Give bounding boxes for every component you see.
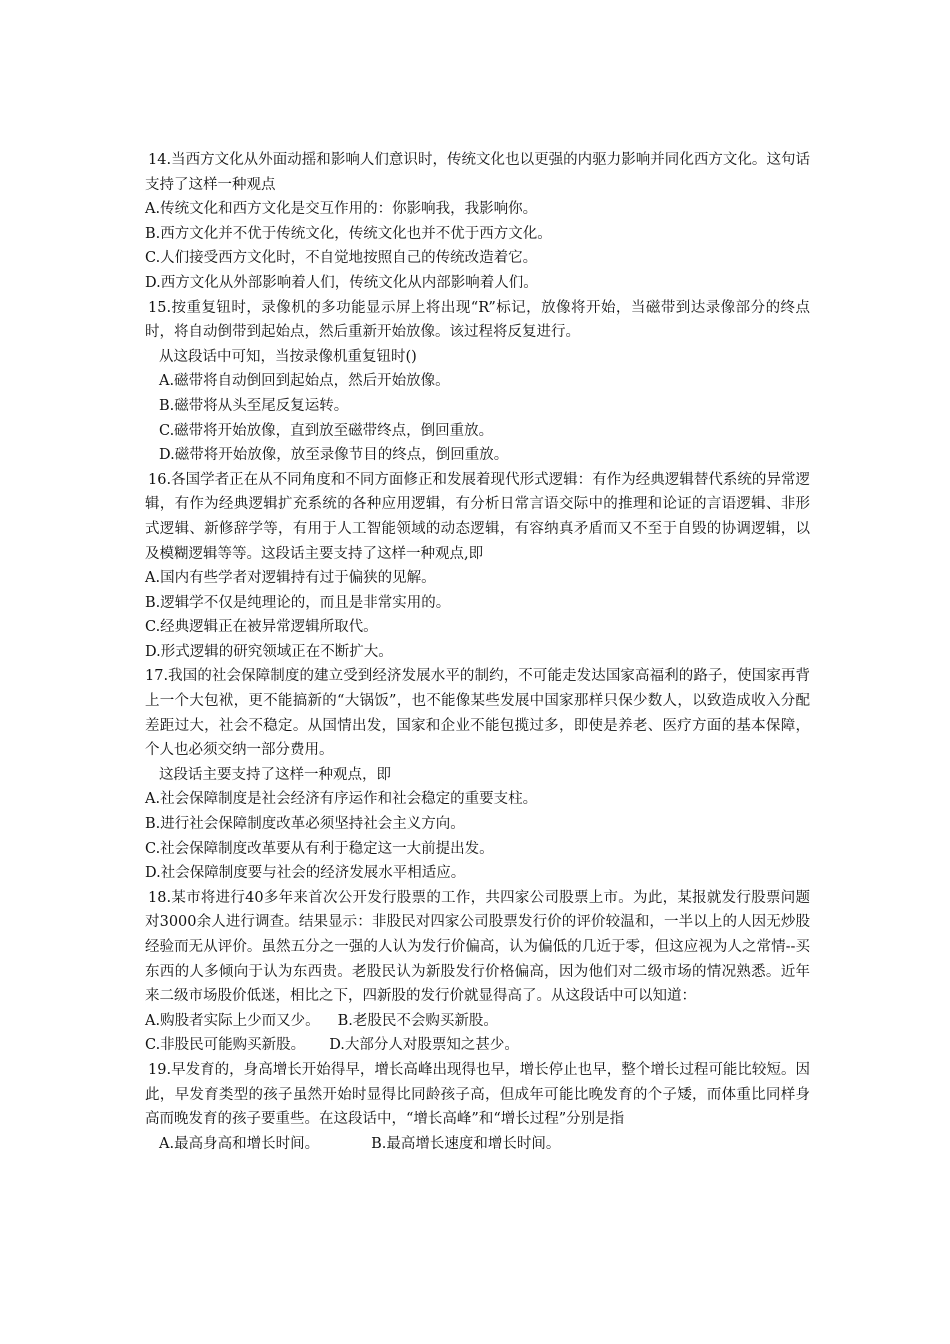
question-stem: 15.按重复钮时，录像机的多功能显示屏上将出现“R”标记，放像将开始，当磁带到达录像部分的终点时，将自动倒带到起始点，然后重新开始放像。该过程将反复进行。 (145, 299, 810, 341)
option-c: C.非股民可能购买新股。 (145, 1037, 306, 1054)
option-a: A.传统文化和西方文化是交互作用的：你影响我，我影响你。 (145, 201, 538, 218)
option-a: A.社会保障制度是社会经济有序运作和社会稳定的重要支柱。 (145, 791, 538, 808)
option-c: C.社会保障制度改革要从有利于稳定这一大前提出发。 (145, 840, 494, 857)
option-d: D.社会保障制度要与社会的经济发展水平相适应。 (145, 865, 466, 882)
option-b: B.老股民不会购买新股。 (337, 1012, 498, 1029)
option-c: C.人们接受西方文化时，不自觉地按照自己的传统改造着它。 (145, 250, 538, 267)
option-a: A.购股者实际上少而又少。 (145, 1012, 320, 1029)
option-d: D.西方文化从外部影响着人们，传统文化从内部影响着人们。 (145, 274, 538, 291)
question-prompt: 这段话主要支持了这样一种观点，即 (159, 766, 391, 783)
option-row (145, 1009, 810, 1034)
option-d: D.磁带将开始放像，放至录像节目的终点，倒回重放。 (159, 447, 509, 464)
option-row (145, 1033, 810, 1058)
option-b: B.磁带将从头至尾反复运转。 (159, 397, 349, 414)
question-14 (145, 148, 810, 296)
question-stem: 14.当西方文化从外面动摇和影响人们意识时，传统文化也以更强的内驱力影响并同化西方文化。这句话支持了这样一种观点 (145, 152, 810, 193)
option-a: A.国内有些学者对逻辑持有过于偏狭的见解。 (145, 570, 436, 587)
question-list (145, 148, 810, 1156)
option-a: A.磁带将自动倒回到起始点，然后开始放像。 (159, 373, 450, 390)
option-d: D.大部分人对股票知之甚少。 (329, 1037, 519, 1054)
option-a: A.最高身高和增长时间。 (159, 1135, 320, 1152)
question-15 (145, 296, 810, 468)
question-19 (145, 1058, 810, 1156)
option-b: B.进行社会保障制度改革必须坚持社会主义方向。 (145, 816, 465, 833)
question-17 (145, 664, 810, 885)
question-stem: 17.我国的社会保障制度的建立受到经济发展水平的制约，不可能走发达国家高福利的路子，使国家再背上一个大包袱，更不能搞新的“大锅饭”，也不能像某些发展中国家那样只保少数人，以致造成收入分配差距过大，社会不稳定。从国情出发，国家和企业不能包揽过多，即使是养老、医疗方面的基本保障，个人也必须交纳一部分费用。 (145, 668, 810, 759)
option-row (145, 1132, 810, 1157)
question-prompt: 从这段话中可知，当按录像机重复钮时() (159, 348, 417, 365)
option-c: C.经典逻辑正在被异常逻辑所取代。 (145, 619, 378, 636)
option-b: B.最高增长速度和增长时间。 (371, 1135, 561, 1152)
question-stem: 18.某市将进行40多年来首次公开发行股票的工作，共四家公司股票上市。为此，某报就发行股票问题对3000余人进行调查。结果显示：非股民对四家公司股票发行价的评价较温和，一半以上的人因无炒股经验而无从评价。虽然五分之一强的人认为发行价偏高，认为偏低的几近于零，但这应视为人之常情--买东西的人多倾向于认为东西贵。老股民认为新股发行价格偏高，因为他们对二级市场的情况熟悉。近年来二级市场股价低迷，相比之下，四新股的发行价就显得高了。从这段话中可以知道： (145, 889, 810, 1005)
question-stem: 19.早发育的，身高增长开始得早，增长高峰出现得也早，增长停止也早，整个增长过程可能比较短。因此，早发育类型的孩子虽然开始时显得比同龄孩子高，但成年可能比晚发育的个子矮，而体重比同样身高而晚发育的孩子要重些。在这段话中，“增长高峰”和“增长过程”分别是指 (145, 1061, 810, 1128)
option-c: C.磁带将开始放像，直到放至磁带终点，倒回重放。 (159, 422, 494, 439)
question-18 (145, 886, 810, 1058)
option-d: D.形式逻辑的研究领域正在不断扩大。 (145, 643, 393, 660)
question-16 (145, 468, 810, 665)
option-b: B.西方文化并不优于传统文化，传统文化也并不优于西方文化。 (145, 225, 552, 242)
option-b: B.逻辑学不仅是纯理论的，而且是非常实用的。 (145, 594, 451, 611)
question-stem: 16.各国学者正在从不同角度和不同方面修正和发展着现代形式逻辑：有作为经典逻辑替代系统的异常逻辑，有作为经典逻辑扩充系统的各种应用逻辑，有分析日常言语交际中的推理和论证的言语逻辑、非形式逻辑、新修辞学等，有用于人工智能领域的动态逻辑，有容纳真矛盾而又不至于自毁的协调逻辑，以及模糊逻辑等等。这段话主要支持了这样一种观点,即 (145, 471, 810, 562)
